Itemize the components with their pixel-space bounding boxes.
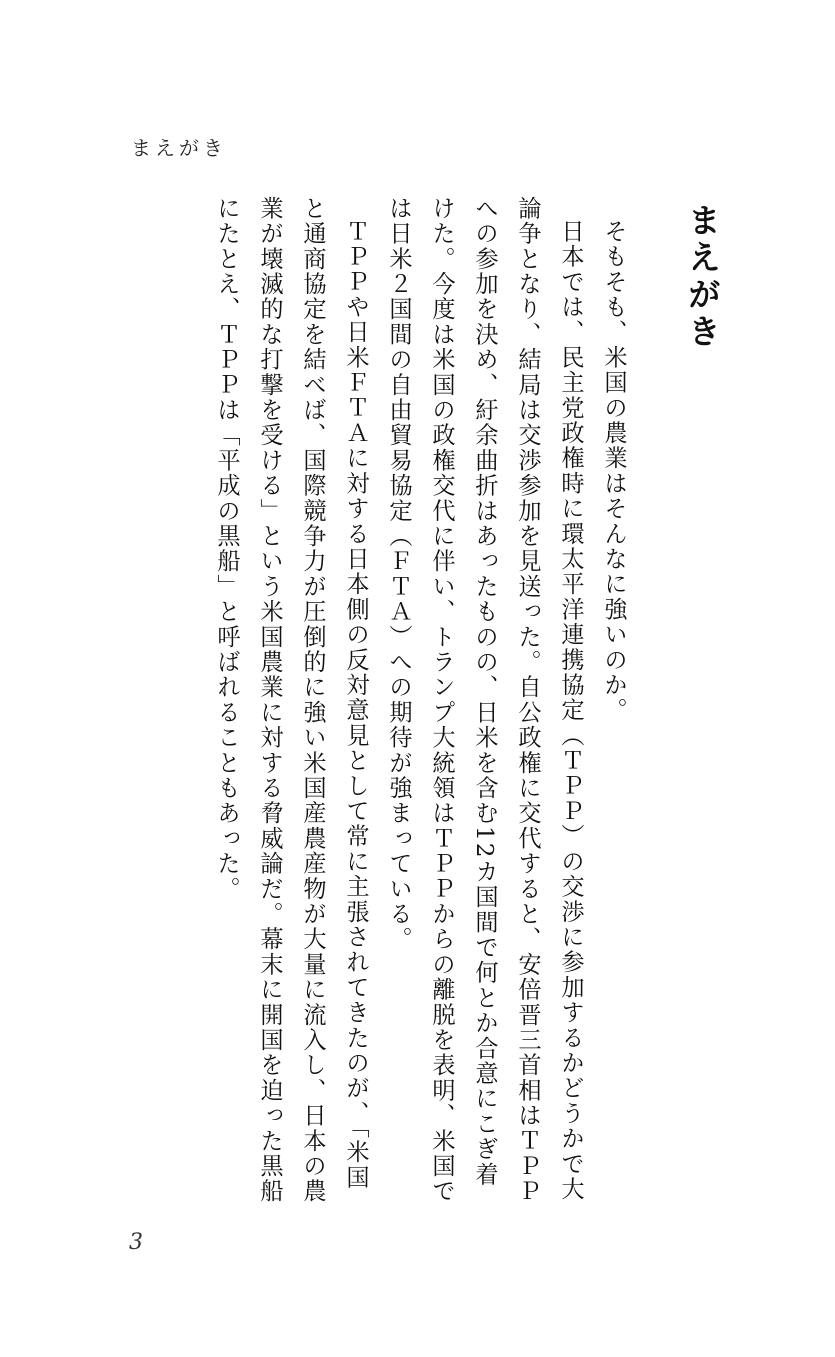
page-number: 3 bbox=[129, 1230, 143, 1255]
running-head: まえがき bbox=[131, 136, 227, 160]
body-text bbox=[205, 196, 635, 1206]
paragraph: ＴＰＰや日米ＦＴＡに対する日本側の反対意見として常に主張されてきたのが、「米国と通商協定を結べば、国際競争力が圧倒的に強い米国産農産物が大量に流入し、日本の農業が壊滅的な打撃を受ける」という米国農業に対する脅威論だ。幕末に開国を迫った黒船にたとえ、ＴＰＰは「平成の黒船」と呼ばれることもあった。 bbox=[213, 196, 369, 1204]
chapter-heading: まえがき bbox=[683, 203, 722, 351]
paragraph: 日本では、民主党政権時に環太平洋連携協定（ＴＰＰ）の交渉に参加するかどうかで大論争となり、結局は交渉参加を見送った。自公政権に交代すると、安倍晋三首相はＴＰＰへの参加を決め、紆余曲折はあったものの、日米を含む12カ国間で何とか合意にこぎ着けた。今度は米国の政権交代に伴い、トランプ大統領はＴＰＰからの離脱を表明、米国では日米２国間の自由貿易協定（ＦＴＡ）への期待が強まっている。 bbox=[385, 196, 584, 1204]
paragraph: そもそも、米国の農業はそんなに強いのか。 bbox=[600, 219, 627, 724]
